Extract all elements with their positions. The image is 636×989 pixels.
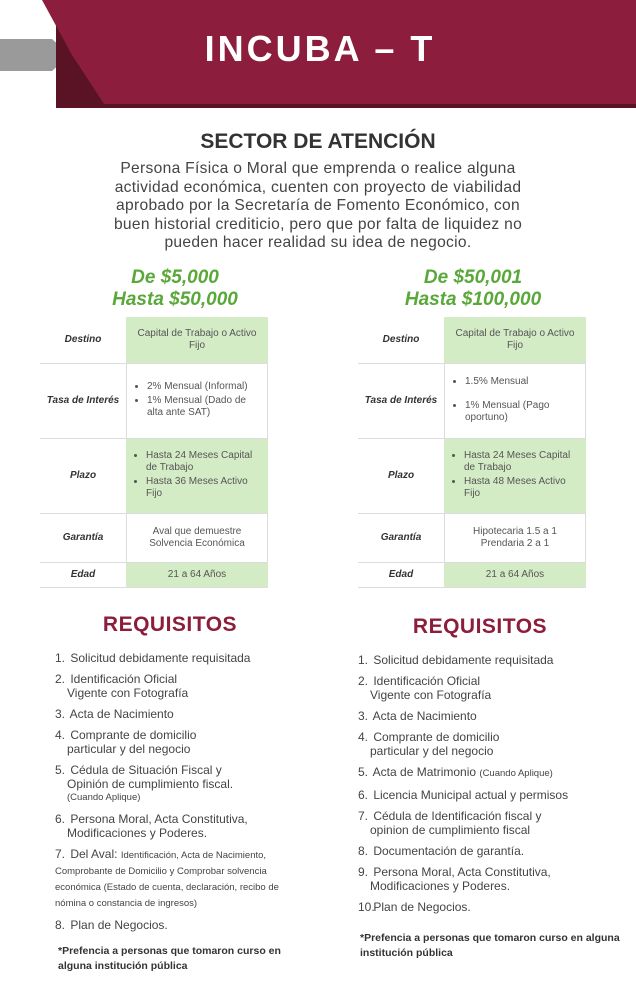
item-subtext: Modificaciones y Poderes. — [67, 826, 208, 840]
list-item — [358, 809, 618, 837]
item-text: Cédula de Identificación fiscal y — [373, 809, 542, 823]
item-number: 6. — [55, 812, 66, 826]
item-subtext: Vigente con Fotografía — [67, 686, 189, 700]
item-number: 2. — [358, 674, 369, 688]
item-number: 5. — [55, 763, 66, 777]
value-edad: 21 a 64 Años — [126, 563, 268, 587]
left-range-from: De $5,000 — [131, 267, 219, 288]
item-number: 5. — [358, 765, 369, 779]
value-plazo — [126, 439, 268, 513]
item-number: 1. — [55, 651, 66, 665]
list-item: • 1% Mensual (Dado de alta ante SAT) — [147, 395, 261, 419]
item-number: 3. — [55, 707, 66, 721]
table-row-plazo — [40, 439, 268, 514]
right-range — [368, 267, 578, 311]
item-number: 7. — [55, 847, 66, 861]
item-subtext: particular y del negocio — [370, 744, 494, 758]
item-text: Solicitud debidamente requisitada — [373, 653, 554, 667]
item-text: Identificación Oficial — [70, 672, 178, 686]
item-text: Acta de Nacimiento — [69, 707, 174, 721]
item-text: Plan de Negocios. — [70, 918, 168, 932]
list-item — [358, 674, 618, 702]
left-preference-note: *Prefencia a personas que tomaron curso en alguna institución pública — [58, 945, 281, 972]
value-edad: 21 a 64 Años — [444, 563, 586, 587]
item-number: 8. — [55, 918, 66, 932]
item-number: 2. — [55, 672, 66, 686]
list-item — [55, 651, 305, 665]
item-text: Persona Moral, Acta Constitutiva, — [70, 812, 248, 826]
item-text: Comprante de domicilio — [373, 730, 500, 744]
list-item — [55, 847, 305, 911]
list-item — [55, 672, 305, 700]
item-number: 8. — [358, 844, 369, 858]
right-range-from: De $50,001 — [423, 267, 523, 288]
value-garantia: Hipotecaria 1.5 a 1 Prendaria 2 a 1 — [444, 514, 586, 562]
item-number: 6. — [358, 788, 369, 802]
item-number: 1. — [358, 653, 369, 667]
item-text: Comprante de domicilio — [70, 728, 197, 742]
right-range-to: Hasta $100,000 — [404, 289, 542, 310]
label-destino: Destino — [382, 334, 420, 345]
list-item — [358, 900, 618, 914]
list-item — [358, 730, 618, 758]
list-item: • Hasta 24 Meses Capital de Trabajo — [146, 450, 262, 474]
item-subtext: Opinión de cumplimiento fiscal. — [67, 777, 234, 791]
table-row-edad — [40, 563, 268, 588]
sector-title: SECTOR DE ATENCIÓN — [200, 130, 436, 153]
right-requisitos-list — [358, 653, 618, 921]
table-row-edad — [358, 563, 586, 588]
sector-description: Persona Física o Moral que emprenda o realice alguna actividad económica, cuenten con proyecto de viabilidad aprobado por la Secretaría de Fomento Económico, con buen historial crediticio, pero que por falta de liquidez no pueden hacer realidad su idea de negocio. — [113, 160, 523, 251]
item-text: Acta de Matrimonio — [372, 765, 477, 779]
list-item: • 2% Mensual (Informal) — [147, 381, 261, 393]
item-subtext: Modificaciones y Poderes. — [370, 879, 511, 893]
item-note: (Cuando Aplique) — [479, 768, 553, 779]
label-tasa: Tasa de Interés — [46, 395, 120, 406]
item-number: 4. — [55, 728, 66, 742]
list-item: • Hasta 24 Meses Capital de Trabajo — [464, 450, 580, 474]
item-number: 7. — [358, 809, 369, 823]
item-text: Solicitud debidamente requisitada — [70, 651, 251, 665]
table-row-tasa — [40, 364, 268, 439]
page-title: INCUBA – T — [204, 28, 436, 69]
list-item — [55, 763, 305, 805]
label-tasa: Tasa de Interés — [364, 395, 438, 406]
item-text: Documentación de garantía. — [373, 844, 525, 858]
list-item — [55, 707, 305, 721]
right-requisitos-title: REQUISITOS — [412, 615, 548, 638]
item-text: Identificación Oficial — [373, 674, 481, 688]
value-tasa — [126, 364, 268, 438]
item-note: (Cuando Aplique) — [67, 792, 141, 803]
item-number: 4. — [358, 730, 369, 744]
left-requisitos-title: REQUISITOS — [102, 613, 238, 636]
label-garantia: Garantía — [380, 532, 422, 543]
left-loan-table — [40, 317, 268, 588]
value-destino: Capital de Trabajo o Activo Fijo — [126, 317, 268, 363]
label-plazo: Plazo — [387, 470, 415, 481]
table-row-garantia — [40, 514, 268, 563]
value-plazo — [444, 439, 586, 513]
list-item — [358, 653, 618, 667]
item-subtext: particular y del negocio — [67, 742, 191, 756]
item-text: Licencia Municipal actual y permisos — [373, 788, 569, 802]
list-item — [55, 812, 305, 840]
table-row-destino — [358, 317, 586, 364]
list-item — [358, 765, 618, 781]
table-row-destino — [40, 317, 268, 364]
list-item — [358, 709, 618, 723]
right-preference-note: *Prefencia a personas que tomaron curso en alguna institución pública — [360, 932, 620, 959]
table-row-plazo — [358, 439, 586, 514]
label-edad: Edad — [70, 569, 96, 580]
list-item — [358, 788, 618, 802]
table-row-tasa — [358, 364, 586, 439]
label-destino: Destino — [64, 334, 102, 345]
list-item: • 1.5% Mensual — [465, 376, 579, 388]
item-text: Cédula de Situación Fiscal y — [70, 763, 222, 777]
table-row-garantia — [358, 514, 586, 563]
value-garantia: Aval que demuestre Solvencia Económica — [126, 514, 268, 562]
item-text: Del Aval: — [70, 847, 118, 861]
item-text: Persona Moral, Acta Constitutiva, — [373, 865, 551, 879]
label-garantia: Garantía — [62, 532, 104, 543]
item-number: 10. — [358, 900, 375, 914]
list-item — [55, 728, 305, 756]
left-range-to: Hasta $50,000 — [112, 289, 238, 310]
item-note: Identificación, Acta de Nacimiento, Comprobante de Domicilio y Comprobar solvencia económica (Estado de cuenta, declaración, recibo de nómina o constancia de ingresos) — [55, 850, 279, 909]
list-item: • Hasta 36 Meses Activo Fijo — [146, 476, 262, 500]
right-loan-table — [358, 317, 586, 588]
list-item — [55, 918, 305, 932]
item-text: Plan de Negocios. — [373, 900, 471, 914]
item-subtext: Vigente con Fotografía — [370, 688, 492, 702]
value-tasa — [444, 364, 586, 438]
label-edad: Edad — [388, 569, 414, 580]
list-item — [358, 844, 618, 858]
list-item: • 1% Mensual (Pago oportuno) — [465, 400, 579, 424]
list-item: • Hasta 48 Meses Activo Fijo — [464, 476, 580, 500]
item-subtext: opinion de cumplimiento fiscal — [370, 823, 531, 837]
left-range — [70, 267, 280, 311]
value-destino: Capital de Trabajo o Activo Fijo — [444, 317, 586, 363]
item-text: Acta de Nacimiento — [372, 709, 477, 723]
list-item — [358, 865, 618, 893]
item-number: 3. — [358, 709, 369, 723]
item-number: 9. — [358, 865, 369, 879]
label-plazo: Plazo — [69, 470, 97, 481]
left-requisitos-list — [55, 651, 305, 939]
